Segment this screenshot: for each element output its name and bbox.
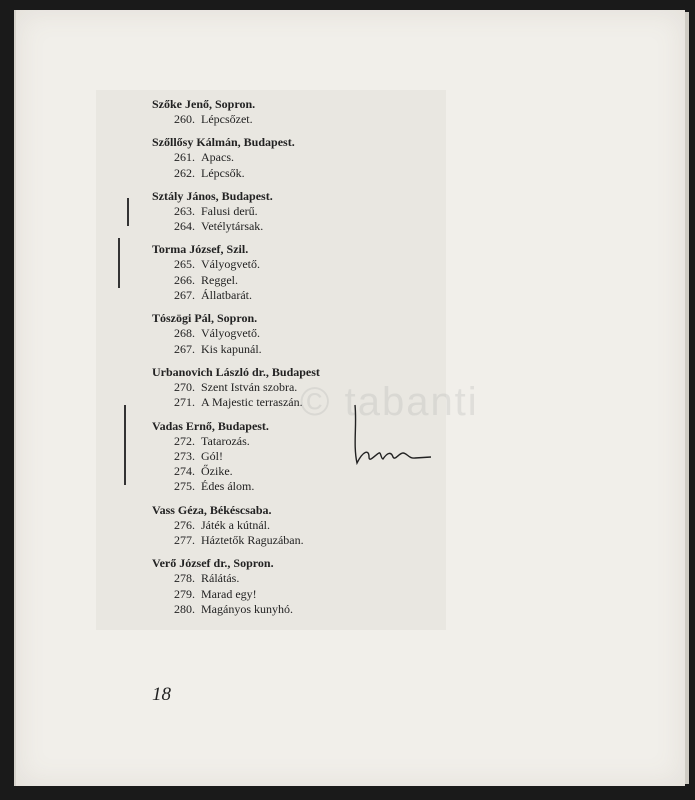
work-number: 263. [174,203,195,218]
work-item [152,479,392,494]
work-number: 270. [174,379,195,394]
work-number: 267. [174,341,195,356]
work-item [152,326,392,341]
work-title: Kis kapunál. [201,341,262,356]
pencil-mark [118,238,120,288]
work-item [152,342,392,357]
author-name: Verő József dr., Sopron. [152,556,274,571]
work-number: 264. [174,219,195,234]
work-title: Falusi derű. [201,203,258,218]
author-name: Szőke Jenő, Sopron. [152,97,256,111]
work-title: A Majestic terraszán. [201,395,303,410]
work-title: Vetélytársak. [201,219,264,234]
work-number: 267. [174,288,195,303]
work-title: Állatbarát. [201,288,252,303]
work-number: 276. [174,517,195,532]
catalog-entry [152,555,392,617]
work-number: 275. [174,479,195,494]
catalog-entry [152,502,392,549]
author-name: Szőllősy Kálmán, Budapest. [152,135,295,150]
entry-list [152,96,392,624]
work-title: Játék a kútnál. [201,517,270,532]
catalog-entry [152,134,392,181]
work-title: Lépcsők. [201,165,245,180]
work-item [152,602,392,617]
work-item [152,273,392,288]
work-title: Tatarozás. [201,433,250,448]
work-item [152,587,392,602]
work-title: Rálátás. [201,571,240,586]
handwritten-signature [345,395,435,475]
work-title: Szent István szobra. [201,379,298,394]
catalog-entry [152,96,392,127]
work-number: 277. [174,533,195,548]
author-name: Sztály János, Budapest. [152,188,273,203]
work-title: Őzike. [201,464,233,479]
author-name: Urbanovich László dr., Budapest [152,364,320,379]
work-title: Gól! [201,448,223,463]
author-name: Vadas Ernő, Budapest. [152,418,269,433]
work-number: 278. [174,571,195,586]
work-number: 272. [174,433,195,448]
work-item [152,533,392,548]
work-item [152,150,392,165]
work-item [152,518,392,533]
author-name: Vass Géza, Békéscsaba. [152,502,272,517]
work-title: Apacs. [201,150,234,165]
work-number: 273. [174,448,195,463]
work-item [152,288,392,303]
work-title: Édes álom. [201,479,255,494]
work-title: Vályogvető. [201,326,260,341]
work-number: 274. [174,464,195,479]
work-item [152,204,392,219]
author-name: Tószögi Pál, Sopron. [152,311,258,326]
work-title: Marad egy! [201,586,257,601]
work-title: Magányos kunyhó. [201,601,293,616]
work-number: 279. [174,586,195,601]
work-number: 265. [174,257,195,272]
watermark: © tabanti [300,380,479,424]
catalog-entry [152,241,392,303]
work-number: 261. [174,150,195,165]
author-name: Torma József, Szil. [152,242,249,257]
work-title: Háztetők Raguzában. [201,533,304,548]
work-title: Lépcsőzet. [201,112,253,126]
work-title: Reggel. [201,272,238,287]
work-item [152,571,392,586]
work-number: 266. [174,272,195,287]
pencil-mark [124,405,126,485]
pencil-mark [127,198,129,226]
work-number: 262. [174,165,195,180]
work-item [152,257,392,272]
page-number: 18 [152,684,171,705]
work-item [152,166,392,181]
work-item [152,219,392,234]
catalog-entry [152,310,392,357]
work-title: Vályogvető. [201,257,260,272]
work-number: 260. [174,112,195,126]
work-item [152,112,392,127]
work-number: 271. [174,395,195,410]
work-number: 280. [174,601,195,616]
work-number: 268. [174,326,195,341]
catalog-entry [152,188,392,235]
